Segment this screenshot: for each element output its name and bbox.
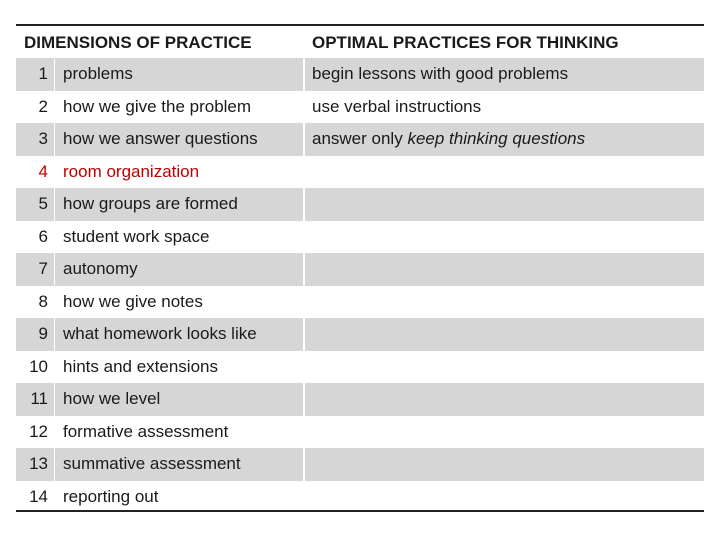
row-bg-right	[305, 318, 704, 351]
table-row	[16, 318, 704, 351]
dimension-label: summative assessment	[63, 454, 241, 473]
row-number: 9	[38, 324, 48, 343]
row-number: 13	[29, 454, 48, 473]
table-row	[16, 58, 704, 91]
row-bg-right	[305, 188, 704, 221]
row-number: 12	[29, 421, 48, 441]
dimension-label: reporting out	[63, 486, 159, 506]
row-divider	[54, 448, 55, 481]
table-row	[16, 91, 704, 124]
dimension-label: how groups are formed	[63, 194, 238, 213]
row-divider	[54, 351, 55, 384]
row-number: 6	[38, 226, 48, 246]
table-row	[16, 351, 704, 384]
row-bg-right	[305, 253, 704, 286]
row-divider	[54, 481, 55, 514]
header-dimensions: DIMENSIONS OF PRACTICE	[24, 33, 252, 52]
table-header	[16, 26, 704, 58]
row-divider	[54, 58, 55, 91]
dimension-label: formative assessment	[63, 421, 229, 441]
row-bg-right	[305, 481, 704, 514]
row-number: 7	[38, 259, 48, 278]
row-bg-right	[305, 156, 704, 189]
row-number: 11	[30, 389, 48, 408]
table-row	[16, 253, 704, 286]
row-number: 10	[29, 356, 48, 376]
row-divider	[54, 188, 55, 221]
row-divider	[54, 318, 55, 351]
row-divider	[54, 156, 55, 189]
optimal-practice	[312, 129, 585, 149]
dimension-label: how we answer questions	[63, 129, 258, 148]
row-divider	[54, 91, 55, 124]
dimension-label: how we give notes	[63, 291, 203, 311]
row-number: 1	[38, 64, 48, 83]
row-divider	[54, 383, 55, 416]
table-row	[16, 481, 704, 514]
table-row	[16, 383, 704, 416]
dimension-label: what homework looks like	[63, 324, 257, 343]
row-bg-left	[16, 253, 303, 286]
row-divider	[54, 416, 55, 449]
row-number: 3	[38, 129, 48, 148]
practice-prefix: answer only	[312, 129, 408, 148]
row-bg-right	[305, 286, 704, 319]
table-bottom-rule	[16, 510, 704, 512]
row-divider	[54, 123, 55, 156]
row-bg-left	[16, 58, 303, 91]
row-divider	[54, 221, 55, 254]
row-bg-right	[305, 383, 704, 416]
row-divider	[54, 286, 55, 319]
row-number: 8	[38, 291, 48, 311]
dimension-label: problems	[63, 64, 133, 83]
row-divider	[54, 253, 55, 286]
table-body	[16, 58, 704, 513]
table-row	[16, 123, 704, 156]
row-number: 2	[38, 96, 48, 116]
table-row	[16, 286, 704, 319]
header-optimal-practices: OPTIMAL PRACTICES FOR THINKING	[312, 33, 619, 52]
optimal-practice: use verbal instructions	[312, 96, 482, 116]
row-bg-right	[305, 448, 704, 481]
row-bg-right	[305, 221, 704, 254]
row-number: 5	[38, 194, 48, 213]
row-number: 14	[29, 486, 48, 506]
dimension-label: how we give the problem	[63, 96, 252, 116]
dimension-label: how we level	[63, 389, 161, 408]
optimal-practice: begin lessons with good problems	[312, 64, 569, 83]
row-number: 4	[38, 161, 48, 181]
dimension-label: room organization	[63, 161, 200, 181]
row-bg-right	[305, 351, 704, 384]
row-bg-left	[16, 481, 303, 514]
dimension-label: student work space	[63, 226, 210, 246]
table-row	[16, 448, 704, 481]
dimension-label: hints and extensions	[63, 356, 218, 376]
table-row	[16, 188, 704, 221]
dimension-label: autonomy	[63, 259, 138, 278]
row-bg-right	[305, 416, 704, 449]
table-row	[16, 416, 704, 449]
practice-emphasis: keep thinking questions	[407, 129, 586, 148]
table-row	[16, 156, 704, 189]
table-row	[16, 221, 704, 254]
